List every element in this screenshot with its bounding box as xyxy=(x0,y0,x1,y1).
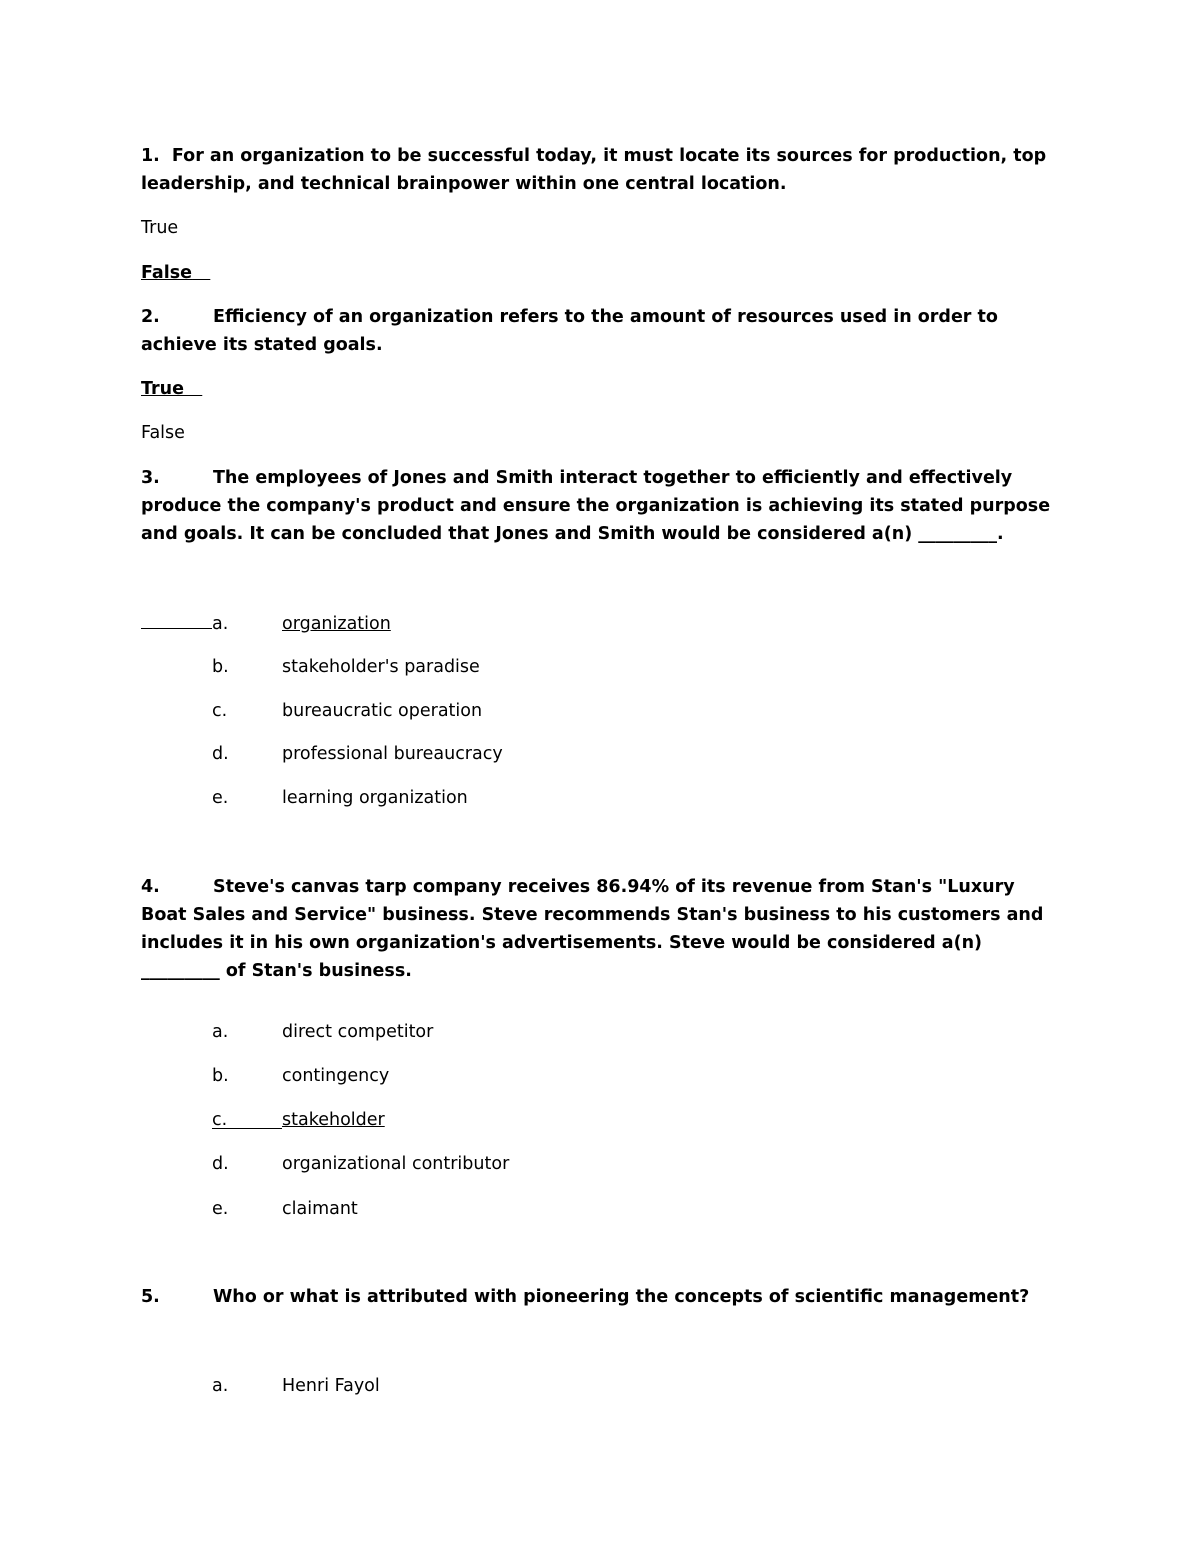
option-e xyxy=(212,786,468,810)
option-b xyxy=(212,655,480,679)
option-letter: b. xyxy=(212,657,229,677)
question-text: Efficiency of an organization refers to the amount of resources used in order to achieve its stated goals. xyxy=(141,307,998,355)
option-text: claimant xyxy=(282,1199,358,1219)
option-letter: e. xyxy=(212,1199,229,1219)
option-text: stakeholder xyxy=(282,1110,385,1130)
question-4 xyxy=(141,873,1061,985)
choice-false: False xyxy=(141,423,185,443)
option-letter: d. xyxy=(212,744,229,764)
option-letter: d. xyxy=(212,1154,229,1174)
option-e xyxy=(212,1197,358,1221)
option-letter: a. xyxy=(212,614,229,634)
question-text: Who or what is attributed with pioneering the concepts of scientific management? xyxy=(213,1287,1030,1307)
option-letter: c. xyxy=(212,1108,282,1129)
option-b xyxy=(212,1064,389,1088)
choice-true: True xyxy=(141,218,179,238)
option-a xyxy=(212,1020,433,1044)
option-letter: a. xyxy=(212,1022,229,1042)
answer-marker-line xyxy=(141,610,212,629)
option-text: organization xyxy=(282,614,391,634)
option-a xyxy=(212,1374,380,1398)
question-1 xyxy=(141,142,1061,198)
option-text: stakeholder's paradise xyxy=(282,657,480,677)
option-d xyxy=(212,1152,509,1176)
option-letter: b. xyxy=(212,1066,229,1086)
option-text: learning organization xyxy=(282,788,468,808)
question-number: 3. xyxy=(141,468,160,488)
choice-label: False xyxy=(141,263,193,283)
option-text: organizational contributor xyxy=(282,1154,510,1174)
option-letter: e. xyxy=(212,788,229,808)
question-number: 1. xyxy=(141,146,160,166)
question-2 xyxy=(141,303,1061,359)
option-c-answer xyxy=(212,1108,385,1132)
option-text: contingency xyxy=(282,1066,390,1086)
option-c xyxy=(212,699,482,723)
question-text: Steve's canvas tarp company receives 86.94% of its revenue from Stan's "Luxury Boat Sales and Service" business. Steve recommends Stan's business to his customers and includes it in his own organization's advertisements. Steve would be considered a(n) _________ of Stan's business. xyxy=(141,877,1044,981)
question-number: 5. xyxy=(141,1287,160,1307)
question-number: 4. xyxy=(141,877,160,897)
option-a-answer xyxy=(141,610,391,636)
choice-false-answer xyxy=(141,261,224,285)
option-letter: a. xyxy=(212,1376,229,1396)
option-letter: c. xyxy=(212,701,228,721)
question-text: The employees of Jones and Smith interact together to efficiently and effectively produce the company's product and ensure the organization is achieving its stated purpose and goals. It can be concluded that Jones and Smith would be considered a(n) _________. xyxy=(141,468,1051,544)
choice-label: True xyxy=(141,379,184,399)
option-d xyxy=(212,742,503,766)
option-text: direct competitor xyxy=(282,1022,434,1042)
question-3 xyxy=(141,464,1061,548)
choice-true-answer xyxy=(141,377,216,401)
option-text: professional bureaucracy xyxy=(282,744,503,764)
question-number: 2. xyxy=(141,307,160,327)
question-text: For an organization to be successful today, it must locate its sources for production, top leadership, and technical brainpower within one central location. xyxy=(141,146,1047,194)
option-text: Henri Fayol xyxy=(282,1376,380,1396)
option-text: bureaucratic operation xyxy=(282,701,483,721)
question-5 xyxy=(141,1283,1061,1311)
